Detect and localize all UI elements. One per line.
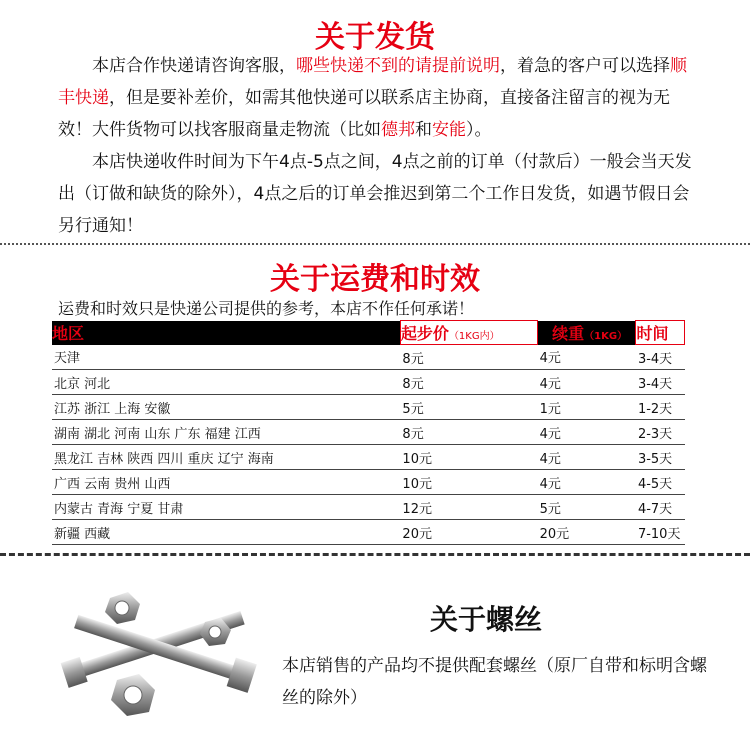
cell-time: 2-3天 (636, 420, 685, 445)
cell-extra: 4元 (538, 370, 636, 395)
cell-region: 内蒙古 青海 宁夏 甘肃 (52, 495, 400, 520)
cell-time: 3-5天 (636, 445, 685, 470)
highlight-text: 哪些快递不到的请提前说明 (296, 56, 500, 76)
cell-first: 5元 (400, 395, 537, 420)
cell-region: 广西 云南 贵州 山西 (52, 470, 400, 495)
screws-title: 关于螺丝 (430, 603, 543, 636)
cell-time: 4-7天 (636, 495, 685, 520)
table-row (52, 445, 685, 470)
table-row (52, 370, 685, 395)
cell-extra: 4元 (538, 445, 636, 470)
table-row (52, 345, 685, 370)
cell-first: 12元 (400, 495, 537, 520)
shipping-paragraph-2: 本店快递收件时间为下午4点-5点之间，4点之前的订单（付款后）一般会当天发出（订做和缺货的除外），4点之后的订单会推迟到第二个工作日发货，如遇节假日会另行通知！ (58, 152, 692, 236)
dotted-divider (0, 243, 750, 245)
cell-time: 1-2天 (636, 395, 685, 420)
dashed-divider (0, 553, 750, 556)
highlight-text: 德邦 (381, 120, 415, 140)
table-row (52, 520, 685, 545)
body-text: ，着急的客户可以选择 (500, 56, 670, 76)
cell-region: 湖南 湖北 河南 山东 广东 福建 江西 (52, 420, 400, 445)
cell-extra: 5元 (538, 495, 636, 520)
body-text: 本店合作快递请咨询客服， (92, 56, 296, 76)
freight-note: 运费和时效只是快递公司提供的参考，本店不作任何承诺！ (58, 299, 475, 318)
cell-extra: 4元 (538, 470, 636, 495)
cell-first: 8元 (400, 345, 537, 370)
header-extra-price: 续重（1KG） (538, 321, 636, 345)
highlight-text: 安能 (432, 120, 466, 140)
body-text: 和 (415, 120, 432, 140)
body-text: ，但是要补差价，如需其他快递可以联系店主协商，直接备注留言的视为无效！大件货物可以找客服商量走物流（比如 (58, 88, 670, 140)
cell-first: 10元 (400, 445, 537, 470)
screws-text: 本店销售的产品均不提供配套螺丝（原厂自带和标明含螺丝的除外） (282, 656, 707, 708)
table-row (52, 495, 685, 520)
cell-region: 天津 (52, 345, 400, 370)
header-first-price: 起步价（1KG内） (400, 321, 537, 345)
screws-image (55, 580, 265, 730)
body-text: ）。 (466, 120, 492, 140)
cell-time: 3-4天 (636, 370, 685, 395)
freight-title: 关于运费和时效 (270, 262, 480, 297)
cell-time: 3-4天 (636, 345, 685, 370)
cell-first: 8元 (400, 420, 537, 445)
cell-region: 北京 河北 (52, 370, 400, 395)
cell-extra: 4元 (538, 420, 636, 445)
header-region: 地区 (52, 321, 400, 345)
cell-time: 7-10天 (636, 520, 685, 545)
highlight-text: 顺丰快递 (58, 56, 687, 108)
cell-extra: 20元 (538, 520, 636, 545)
cell-extra: 4元 (538, 345, 636, 370)
cell-region: 新疆 西藏 (52, 520, 400, 545)
table-row (52, 470, 685, 495)
cell-first: 8元 (400, 370, 537, 395)
cell-extra: 1元 (538, 395, 636, 420)
cell-time: 4-5天 (636, 470, 685, 495)
cell-first: 20元 (400, 520, 537, 545)
freight-rows (52, 345, 685, 545)
header-time: 时间 (636, 321, 685, 345)
cell-region: 黑龙江 吉林 陕西 四川 重庆 辽宁 海南 (52, 445, 400, 470)
cell-region: 江苏 浙江 上海 安徽 (52, 395, 400, 420)
shipping-paragraph-1 (58, 50, 698, 146)
table-row (52, 420, 685, 445)
shipping-title: 关于发货 (315, 20, 435, 55)
freight-table (52, 320, 685, 545)
table-row (52, 395, 685, 420)
cell-first: 10元 (400, 470, 537, 495)
